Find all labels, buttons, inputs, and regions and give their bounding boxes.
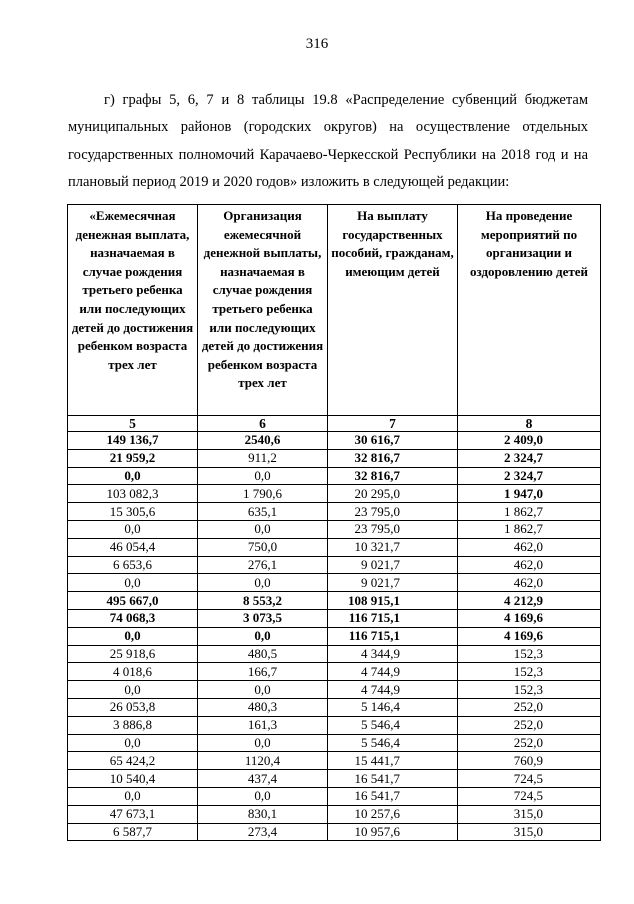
table-cell: 3 073,5 <box>198 609 328 627</box>
table-cell: 462,0 <box>458 538 601 556</box>
table-cell: 6 587,7 <box>68 823 198 841</box>
table-cell: 724,5 <box>458 787 601 805</box>
table-row <box>68 752 601 770</box>
table-cell: 10 957,6 <box>328 823 458 841</box>
table-cell: 4 169,6 <box>458 609 601 627</box>
table-row <box>68 770 601 788</box>
table-cell: 74 068,3 <box>68 609 198 627</box>
table-cell: 16 541,7 <box>328 770 458 788</box>
column-header: «Ежемесячная денежная выплата, назначаемая в случае рождения третьего ребенка или последующих детей до достижения ребенком возраста трех лет <box>68 205 198 416</box>
table-cell: 0,0 <box>198 574 328 592</box>
table-cell: 161,3 <box>198 716 328 734</box>
table-cell: 116 715,1 <box>328 627 458 645</box>
table-cell: 10 321,7 <box>328 538 458 556</box>
table-cell: 10 540,4 <box>68 770 198 788</box>
table-row <box>68 609 601 627</box>
column-header: На проведение мероприятий по организации и оздоровлению детей <box>458 205 601 416</box>
column-number: 8 <box>458 416 601 432</box>
table-cell: 0,0 <box>68 520 198 538</box>
table-cell: 437,4 <box>198 770 328 788</box>
column-number-row <box>68 416 601 432</box>
table-cell: 4 344,9 <box>328 645 458 663</box>
table-row <box>68 805 601 823</box>
table-cell: 15 305,6 <box>68 503 198 521</box>
table-cell: 724,5 <box>458 770 601 788</box>
table-row <box>68 681 601 699</box>
table-row <box>68 592 601 610</box>
table-row <box>68 520 601 538</box>
column-header: На выплату государственных пособий, гражданам, имеющим детей <box>328 205 458 416</box>
table-cell: 1 947,0 <box>458 485 601 503</box>
table-cell: 108 915,1 <box>328 592 458 610</box>
table-cell: 480,5 <box>198 645 328 663</box>
table-cell: 2 409,0 <box>458 432 601 450</box>
table-cell: 276,1 <box>198 556 328 574</box>
table-row <box>68 503 601 521</box>
table-cell: 0,0 <box>198 787 328 805</box>
table-row <box>68 467 601 485</box>
table-cell: 0,0 <box>198 520 328 538</box>
table-cell: 47 673,1 <box>68 805 198 823</box>
table-cell: 750,0 <box>198 538 328 556</box>
table-cell: 1 862,7 <box>458 520 601 538</box>
table-cell: 0,0 <box>68 467 198 485</box>
table-cell: 5 546,4 <box>328 734 458 752</box>
table-cell: 2 324,7 <box>458 467 601 485</box>
table-cell: 152,3 <box>458 645 601 663</box>
table-cell: 252,0 <box>458 698 601 716</box>
table-row <box>68 432 601 450</box>
table-cell: 10 257,6 <box>328 805 458 823</box>
table-cell: 2540,6 <box>198 432 328 450</box>
table-cell: 65 424,2 <box>68 752 198 770</box>
table-cell: 9 021,7 <box>328 556 458 574</box>
table-row <box>68 823 601 841</box>
table-row <box>68 538 601 556</box>
table-cell: 103 082,3 <box>68 485 198 503</box>
table-row <box>68 716 601 734</box>
table-cell: 315,0 <box>458 805 601 823</box>
table-cell: 0,0 <box>198 734 328 752</box>
table-row <box>68 556 601 574</box>
table-row <box>68 485 601 503</box>
table-cell: 0,0 <box>68 627 198 645</box>
table-cell: 3 886,8 <box>68 716 198 734</box>
table-cell: 166,7 <box>198 663 328 681</box>
table-cell: 20 295,0 <box>328 485 458 503</box>
table-cell: 1120,4 <box>198 752 328 770</box>
table-cell: 6 653,6 <box>68 556 198 574</box>
table-row <box>68 698 601 716</box>
table-cell: 30 616,7 <box>328 432 458 450</box>
intro-paragraph: г) графы 5, 6, 7 и 8 таблицы 19.8 «Распределение субвенций бюджетам муниципальных районов (городских округов) на осуществление отдельных государственных полномочий Карачаево-Черкесской Республики на 2018 год и на плановый период 2019 и 2020 годов» изложить в следующей редакции: <box>68 91 588 190</box>
column-header: Организация ежемесячной денежной выплаты, назначаемая в случае рождения третьего ребенка или последующих детей до достижения ребенком возраста трех лет <box>198 205 328 416</box>
table-cell: 5 146,4 <box>328 698 458 716</box>
table-cell: 0,0 <box>68 574 198 592</box>
column-number: 7 <box>328 416 458 432</box>
table-cell: 25 918,6 <box>68 645 198 663</box>
table-cell: 4 212,9 <box>458 592 601 610</box>
table-cell: 152,3 <box>458 663 601 681</box>
table-cell: 5 546,4 <box>328 716 458 734</box>
table-row <box>68 645 601 663</box>
table-cell: 9 021,7 <box>328 574 458 592</box>
table-row <box>68 787 601 805</box>
subvention-table <box>67 204 601 841</box>
page-number: 316 <box>305 36 329 52</box>
table-cell: 462,0 <box>458 556 601 574</box>
table-cell: 23 795,0 <box>328 520 458 538</box>
table-row <box>68 663 601 681</box>
table-cell: 480,3 <box>198 698 328 716</box>
table-cell: 495 667,0 <box>68 592 198 610</box>
table-cell: 273,4 <box>198 823 328 841</box>
table-cell: 4 169,6 <box>458 627 601 645</box>
table-cell: 0,0 <box>68 787 198 805</box>
table-cell: 0,0 <box>68 734 198 752</box>
table-cell: 462,0 <box>458 574 601 592</box>
table-row <box>68 734 601 752</box>
table-cell: 4 018,6 <box>68 663 198 681</box>
table-cell: 8 553,2 <box>198 592 328 610</box>
table-row <box>68 449 601 467</box>
table-cell: 32 816,7 <box>328 467 458 485</box>
table-cell: 32 816,7 <box>328 449 458 467</box>
table-cell: 152,3 <box>458 681 601 699</box>
table-cell: 0,0 <box>198 681 328 699</box>
table-cell: 252,0 <box>458 716 601 734</box>
table-row <box>68 574 601 592</box>
table-cell: 830,1 <box>198 805 328 823</box>
table-cell: 2 324,7 <box>458 449 601 467</box>
table-cell: 1 862,7 <box>458 503 601 521</box>
table-cell: 116 715,1 <box>328 609 458 627</box>
table-cell: 0,0 <box>198 467 328 485</box>
table-cell: 0,0 <box>198 627 328 645</box>
table-cell: 252,0 <box>458 734 601 752</box>
table-cell: 4 744,9 <box>328 681 458 699</box>
table-cell: 21 959,2 <box>68 449 198 467</box>
column-number: 5 <box>68 416 198 432</box>
table-cell: 315,0 <box>458 823 601 841</box>
table-row <box>68 627 601 645</box>
table-cell: 635,1 <box>198 503 328 521</box>
table-header-row <box>68 205 601 416</box>
table-cell: 0,0 <box>68 681 198 699</box>
table-cell: 911,2 <box>198 449 328 467</box>
table-cell: 149 136,7 <box>68 432 198 450</box>
table-cell: 15 441,7 <box>328 752 458 770</box>
table-cell: 760,9 <box>458 752 601 770</box>
table-cell: 26 053,8 <box>68 698 198 716</box>
table-cell: 46 054,4 <box>68 538 198 556</box>
column-number: 6 <box>198 416 328 432</box>
table-cell: 4 744,9 <box>328 663 458 681</box>
table-cell: 1 790,6 <box>198 485 328 503</box>
table-cell: 16 541,7 <box>328 787 458 805</box>
table-cell: 23 795,0 <box>328 503 458 521</box>
